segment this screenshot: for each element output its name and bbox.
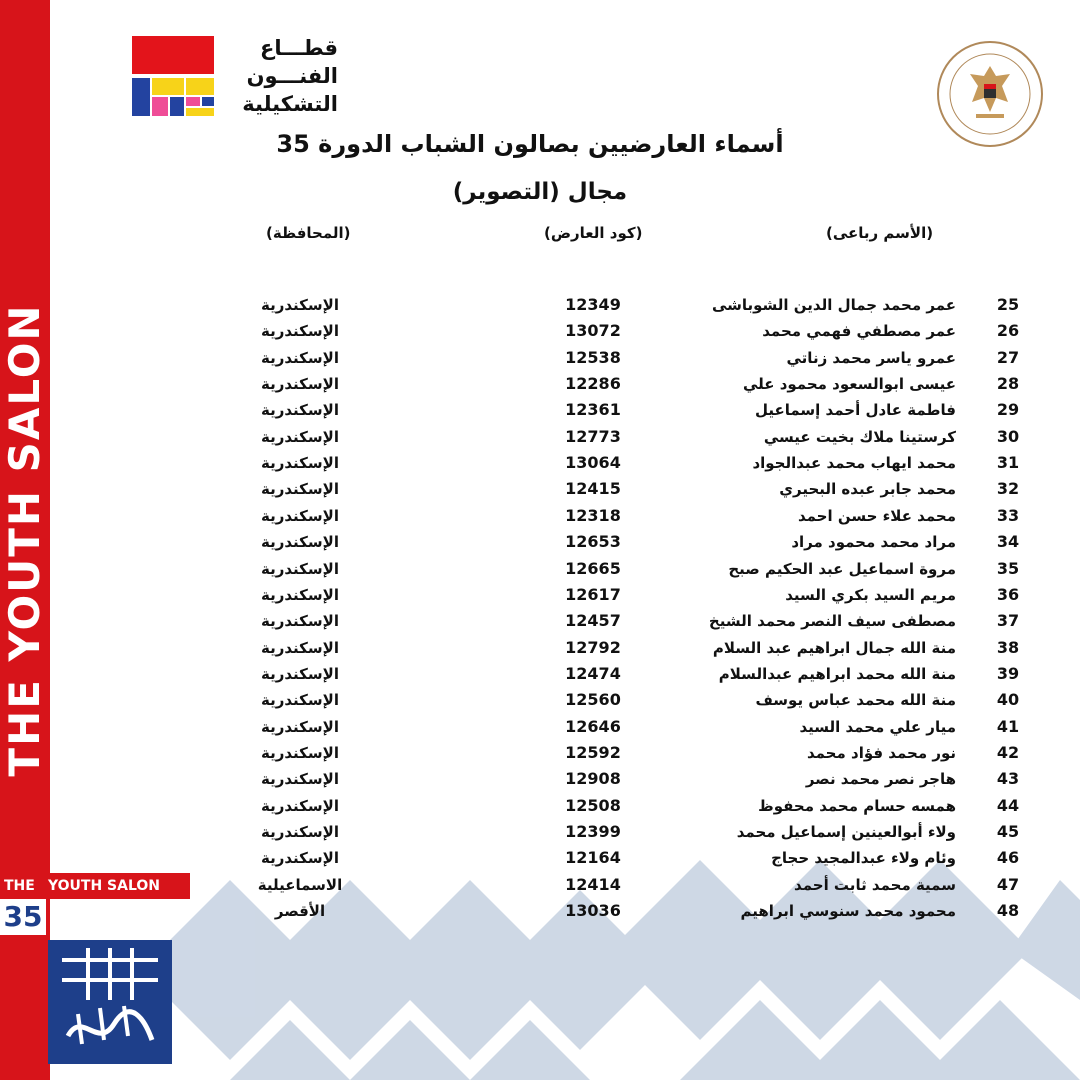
table-row [0,687,1080,713]
row-governorate: الإسكندرية [261,428,339,446]
row-number: 29 [996,400,1020,419]
table-row [0,450,1080,476]
row-number: 42 [996,743,1020,762]
row-governorate: الإسكندرية [261,823,339,841]
sector-name [228,34,338,118]
band-title: THE YOUTH SALON [0,303,49,777]
table-row [0,556,1080,582]
row-code: 12286 [565,374,621,393]
table-row [0,793,1080,819]
row-governorate: الإسكندرية [261,480,339,498]
row-governorate: الإسكندرية [261,375,339,393]
sector-line: قطـــاع [260,36,338,60]
row-code: 12361 [565,400,621,419]
row-code: 12415 [565,479,621,498]
table-row [0,714,1080,740]
row-code: 12349 [565,295,621,314]
row-code: 12164 [565,848,621,867]
row-number: 32 [996,479,1020,498]
row-governorate: الإسكندرية [261,349,339,367]
row-code: 12592 [565,743,621,762]
row-name: مصطفى سيف النصر محمد الشيخ [708,612,956,630]
row-governorate: الإسكندرية [261,296,339,314]
row-name: كرستينا ملاك بخيت عيسي [763,428,956,446]
salon-badge-banner [0,873,190,899]
row-governorate: الإسكندرية [261,665,339,683]
row-number: 33 [996,506,1020,525]
sector-line: التشكيلية [242,92,338,116]
row-name: منة الله جمال ابراهيم عبد السلام [712,639,956,657]
row-number: 43 [996,769,1020,788]
row-number: 45 [996,822,1020,841]
column-header-governorate: (المحافظة) [266,224,351,242]
row-number: 34 [996,532,1020,551]
row-name: وئام ولاء عبدالمجيد حجاج [771,849,956,867]
row-number: 41 [996,717,1020,736]
row-governorate: الأقصر [274,902,326,920]
row-name: ميار علي محمد السيد [799,718,956,736]
row-governorate: الإسكندرية [261,507,339,525]
row-code: 12773 [565,427,621,446]
row-name: همسه حسام محمد محفوظ [758,797,956,815]
row-governorate: الاسماعيلية [257,876,343,894]
row-name: عمر مصطفي فهمي محمد [762,322,956,340]
row-name: منة الله محمد ابراهيم عبدالسلام [718,665,956,683]
table-row [0,345,1080,371]
row-name: محمد جابر عبده البحيري [779,480,956,498]
row-number: 44 [996,796,1020,815]
row-name: نور محمد فؤاد محمد [806,744,956,762]
table-row [0,503,1080,529]
color-blocks-logo-icon [132,36,214,116]
eagle-seal-icon [936,40,1044,148]
row-name: سمية محمد ثابت أحمد [794,876,956,894]
row-code: 12474 [565,664,621,683]
row-number: 36 [996,585,1020,604]
table-row [0,529,1080,555]
row-governorate: الإسكندرية [261,612,339,630]
row-name: منة الله محمد عباس يوسف [755,691,956,709]
table-row [0,819,1080,845]
row-governorate: الإسكندرية [261,744,339,762]
calligraphy-emblem-icon [48,940,172,1064]
row-governorate: الإسكندرية [261,401,339,419]
row-code: 12646 [565,717,621,736]
row-code: 13036 [565,901,621,920]
row-name: مريم السيد بكري السيد [785,586,956,604]
page-title: أسماء العارضيين بصالون الشباب الدورة 35 [276,130,784,158]
row-code: 12908 [565,769,621,788]
table-row [0,424,1080,450]
row-governorate: الإسكندرية [261,454,339,472]
row-number: 28 [996,374,1020,393]
row-name: فاطمة عادل أحمد إسماعيل [754,401,956,419]
row-governorate: الإسكندرية [261,797,339,815]
table-row [0,845,1080,871]
row-code: 12665 [565,559,621,578]
row-number: 26 [996,321,1020,340]
row-code: 13064 [565,453,621,472]
row-code: 12318 [565,506,621,525]
table-row [0,318,1080,344]
row-code: 12414 [565,875,621,894]
row-number: 37 [996,611,1020,630]
row-name: ولاء أبوالعينين إسماعيل محمد [736,823,956,841]
table-row [0,635,1080,661]
table-row [0,740,1080,766]
row-governorate: الإسكندرية [261,770,339,788]
row-code: 12560 [565,690,621,709]
badge-edition: 35 [0,899,46,935]
table-row [0,292,1080,318]
row-number: 48 [996,901,1020,920]
row-name: عمرو ياسر محمد زناتي [786,349,956,367]
row-governorate: الإسكندرية [261,322,339,340]
row-governorate: الإسكندرية [261,718,339,736]
table-row [0,371,1080,397]
table-row [0,898,1080,924]
row-number: 27 [996,348,1020,367]
row-name: هاجر نصر محمد نصر [805,770,956,788]
row-code: 12617 [565,585,621,604]
badge-the: THE [4,878,35,894]
row-number: 39 [996,664,1020,683]
row-name: محمد علاء حسن احمد [797,507,956,525]
table-row [0,476,1080,502]
row-code: 12538 [565,348,621,367]
table-row [0,661,1080,687]
row-governorate: الإسكندرية [261,586,339,604]
column-header-name: (الأسم رباعى) [826,224,934,242]
row-governorate: الإسكندرية [261,691,339,709]
row-number: 47 [996,875,1020,894]
page-subtitle: مجال (التصوير) [452,179,628,205]
table-row [0,397,1080,423]
row-name: عمر محمد جمال الدين الشوباشى [711,296,956,314]
row-governorate: الإسكندرية [261,639,339,657]
table-row [0,766,1080,792]
row-governorate: الإسكندرية [261,560,339,578]
row-number: 25 [996,295,1020,314]
row-number: 35 [996,559,1020,578]
row-number: 40 [996,690,1020,709]
row-number: 46 [996,848,1020,867]
row-code: 12653 [565,532,621,551]
sector-line: الفنـــون [246,64,338,88]
table-row [0,608,1080,634]
row-code: 13072 [565,321,621,340]
row-code: 12399 [565,822,621,841]
row-number: 30 [996,427,1020,446]
badge-youth-salon: YOUTH SALON [48,878,161,894]
row-number: 31 [996,453,1020,472]
row-name: عيسى ابوالسعود محمود علي [742,375,956,393]
row-name: مراد محمد محمود مراد [791,533,956,551]
row-number: 38 [996,638,1020,657]
row-code: 12457 [565,611,621,630]
row-code: 12508 [565,796,621,815]
column-header-code: (كود العارض) [544,224,643,242]
row-name: محمود محمد سنوسي ابراهيم [740,902,956,920]
row-governorate: الإسكندرية [261,849,339,867]
row-governorate: الإسكندرية [261,533,339,551]
row-code: 12792 [565,638,621,657]
row-name: مروة اسماعيل عبد الحكيم صبح [728,560,956,578]
row-name: محمد ايهاب محمد عبدالجواد [752,454,956,472]
table-row [0,582,1080,608]
